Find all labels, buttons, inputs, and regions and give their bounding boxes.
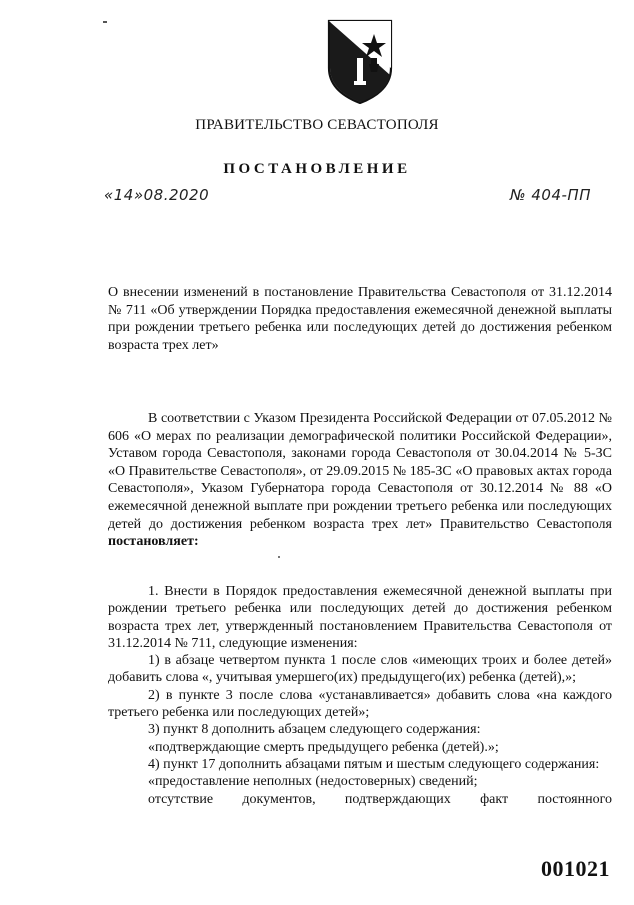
document-subject: О внесении изменений в постановление Правительства Севастополя от 31.12.2014 № 711 «Об утверждении Порядка предоставления ежемесячной денежной выплаты при рождении третьего ребенка или последующих детей до достижения ребенком возраста трех лет» (108, 285, 612, 353)
list-item: 3) пункт 8 дополнить абзацем следующего содержания: (148, 722, 481, 738)
preamble-text: В соответствии с Указом Президента Российской Федерации от 07.05.2012 № 606 «О мерах по реализации демографической политики Российской Федерации», Уставом города Севастополя, законами города Севастополя от 30.04.2014 № 5-ЗС «О Правительстве Севастополя», от 29.09.2015 № 185-ЗС «О правовых актах города Севастополя», Указом Губернатора города Севастополя от 30.12.2014 № 88 «О ежемесячной денежной выплате при рождении третьего ребенка или последующих детей до достижения ребенком возраста трех лет» Правительство Севастополя (108, 411, 612, 532)
list-item: 1. Внести в Порядок предоставления ежемесячной денежной выплаты при рождении третьего ребенка или последующих детей до достижения ребенком возраста трех лет, утвержденный постановлением Правительства Севастополя от 31.12.2014 № 711, следующие изменения: (108, 584, 612, 651)
list-item: 2) в пункте 3 после слова «устанавливается» добавить слова «на каждого третьего ребенка или последующих детей»; (108, 687, 612, 721)
sevastopol-coat-of-arms-icon (325, 18, 395, 104)
document-type: ПОСТАНОВЛЕНИЕ (223, 161, 411, 177)
amendments-list (108, 583, 612, 808)
document-date: «14»08.2020 (104, 186, 210, 204)
list-item: «предоставление неполных (недостоверных) сведений; (148, 774, 478, 790)
document-number: № 404-ПП (510, 186, 591, 204)
list-item: 4) пункт 17 дополнить абзацами пятым и шестым следующего содержания: (148, 756, 600, 772)
scan-dot (278, 556, 280, 558)
list-item: отсутствие документов, подтверждающих факт постоянного (148, 791, 612, 807)
decree-word: постановляет: (108, 534, 199, 550)
list-item: «подтверждающие смерть предыдущего ребенка (детей).»; (148, 739, 499, 755)
organization-name: ПРАВИТЕЛЬСТВО СЕВАСТОПОЛЯ (195, 117, 439, 133)
preamble-paragraph (108, 410, 612, 551)
serial-number: 001021 (541, 856, 610, 881)
scan-mark (103, 21, 107, 23)
list-item: 1) в абзаце четвертом пункта 1 после слов «имеющих троих и более детей» добавить слова «, учитывая умершего(их) предыдущего(их) ребенка (детей),»; (108, 653, 612, 686)
